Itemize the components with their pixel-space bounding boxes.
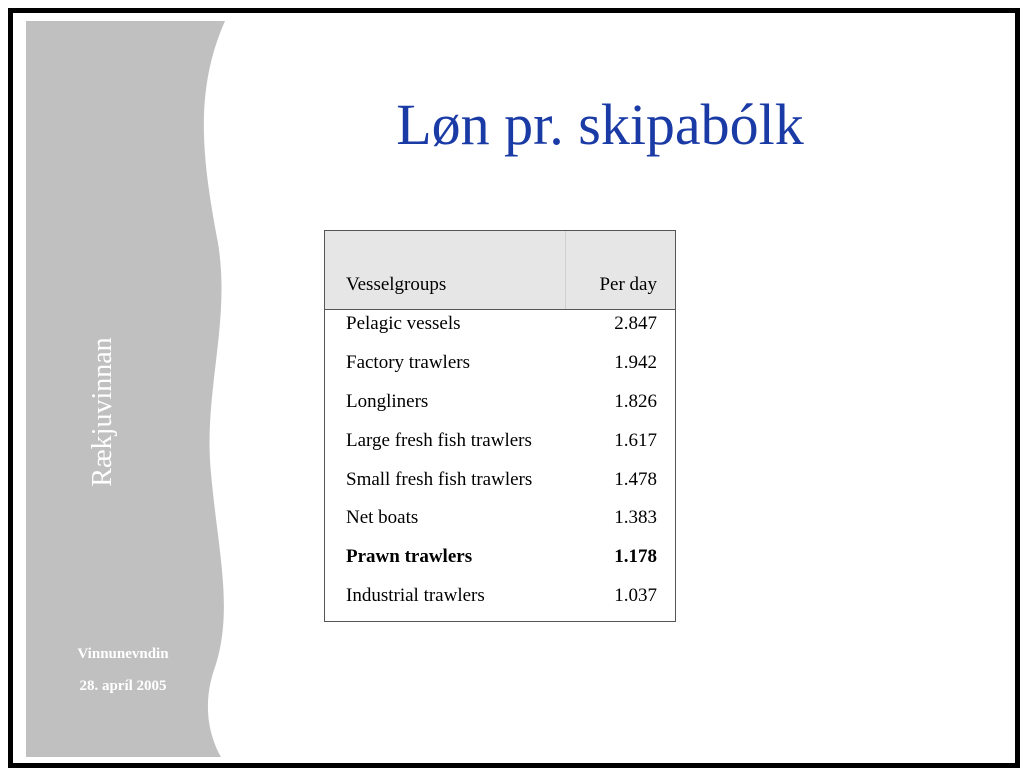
table-row — [325, 460, 675, 499]
vessel-wage-table — [324, 230, 676, 622]
vessel-group-name: Prawn trawlers — [346, 546, 473, 568]
table-row — [325, 577, 675, 616]
per-day-value: 1.826 — [614, 390, 657, 412]
vessel-group-name: Pelagic vessels — [346, 313, 461, 335]
table-body — [325, 305, 675, 621]
slide-title: Løn pr. skipabólk — [396, 92, 804, 157]
header-per-day: Per day — [599, 274, 657, 295]
per-day-value: 1.617 — [614, 429, 657, 451]
sidebar-organization: Vinnunevndin — [77, 646, 169, 662]
per-day-value: 2.847 — [614, 313, 657, 335]
per-day-value: 1.383 — [614, 507, 657, 529]
vessel-group-name: Large fresh fish trawlers — [346, 429, 532, 451]
vessel-group-name: Net boats — [346, 507, 419, 529]
vessel-group-name: Longliners — [346, 390, 429, 412]
table-row — [325, 421, 675, 460]
table-row — [325, 538, 675, 577]
table-row — [325, 344, 675, 383]
table-row — [325, 499, 675, 538]
table-header-row — [325, 231, 675, 310]
header-vesselgroups: Vesselgroups — [346, 274, 447, 295]
per-day-value: 1.037 — [614, 584, 657, 606]
vessel-group-name: Small fresh fish trawlers — [346, 468, 533, 490]
sidebar-date: 28. apríl 2005 — [79, 678, 167, 694]
vessel-group-name: Industrial trawlers — [346, 584, 485, 606]
per-day-value: 1.942 — [614, 352, 657, 374]
sidebar-vertical-title: Rækjuvinnan — [87, 337, 118, 487]
per-day-value: 1.178 — [614, 546, 657, 568]
vessel-group-name: Factory trawlers — [346, 352, 470, 374]
table-row — [325, 305, 675, 344]
per-day-value: 1.478 — [614, 468, 657, 490]
table-row — [325, 383, 675, 422]
